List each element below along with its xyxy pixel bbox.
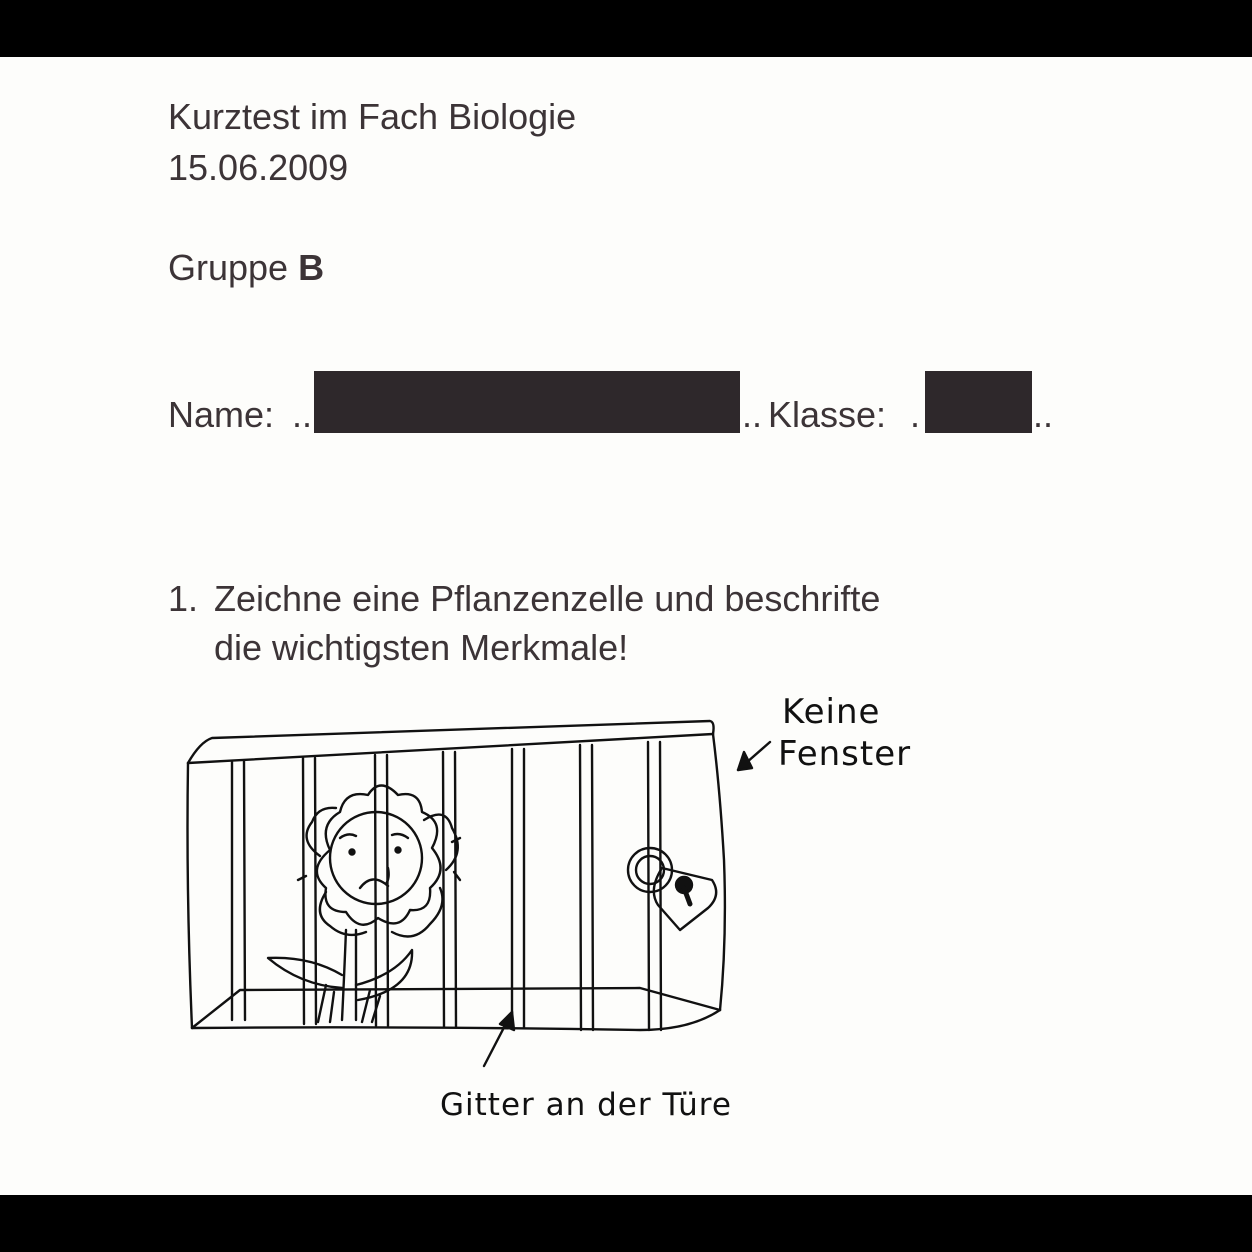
sunflower xyxy=(268,786,460,1023)
cage-top-front-edge xyxy=(188,734,713,763)
cage-right-edge xyxy=(713,734,725,1010)
class-dots-right: .. xyxy=(1033,394,1054,435)
name-dots-right: .. xyxy=(742,394,763,435)
task-line-2: die wichtigsten Merkmale! xyxy=(214,627,629,668)
class-label: Klasse: xyxy=(768,394,887,435)
label-gitter: Gitter an der Türe xyxy=(440,1087,732,1123)
class-dots-left: . xyxy=(910,394,921,435)
label-fenster: Fenster xyxy=(778,734,912,774)
group-value: B xyxy=(298,247,325,288)
task-number: 1. xyxy=(168,578,199,619)
cage-top-edge xyxy=(188,721,714,763)
padlock xyxy=(628,848,716,930)
group-label: Gruppe xyxy=(168,247,289,288)
name-dots-left: .. xyxy=(292,394,313,435)
task-line-1: Zeichne eine Pflanzenzelle und beschrifte xyxy=(214,578,881,619)
name-label: Name: xyxy=(168,394,275,435)
cage-left-edge xyxy=(188,763,193,1028)
test-date: 15.06.2009 xyxy=(168,147,349,188)
cage-drawing xyxy=(0,57,1252,1195)
worksheet-page xyxy=(0,57,1252,1195)
arrow-gitter xyxy=(484,1012,514,1066)
label-keine: Keine xyxy=(782,692,881,732)
arrow-keine-fenster xyxy=(738,742,770,770)
cage-bars xyxy=(232,742,661,1030)
test-title: Kurztest im Fach Biologie xyxy=(168,96,577,137)
